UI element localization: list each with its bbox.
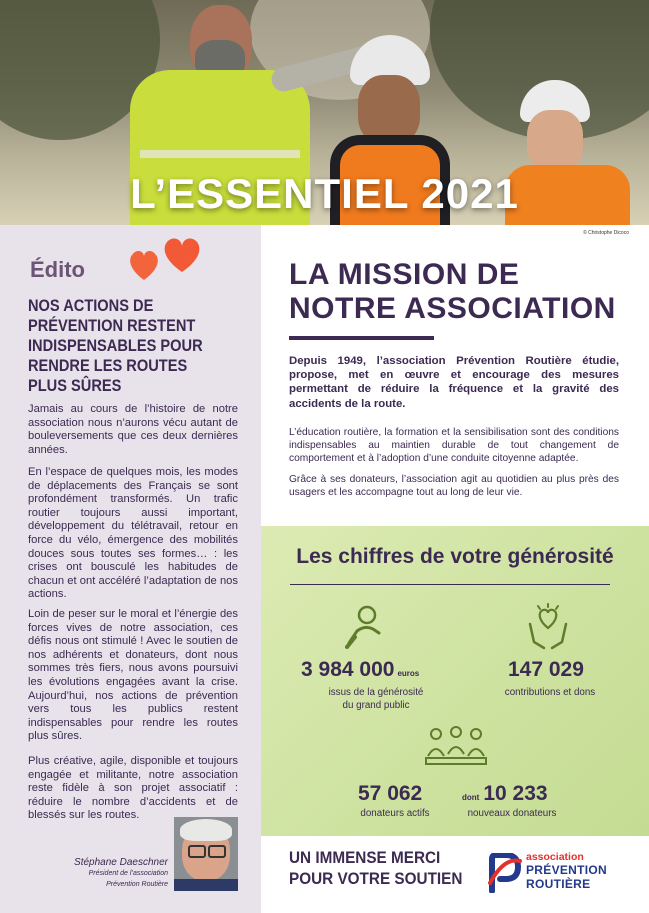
new-donors-stat — [462, 782, 548, 806]
funds-unit: euros — [397, 669, 420, 678]
funds-value: 3 984 000 — [301, 658, 395, 681]
people-group-icon — [424, 724, 488, 768]
mission-title-line2: NOTRE ASSOCIATION — [289, 292, 616, 325]
mission-paragraph-2: Grâce à ses donateurs, l’association agit au quotidien au plus près des usagers et les accompagne tout au long de leur vie. — [289, 474, 619, 498]
thanks-line2: POUR VOTRE SOUTIEN — [289, 869, 463, 888]
mission-title-line1: LA MISSION DE — [289, 258, 520, 291]
generosity-divider — [290, 584, 610, 585]
donors-label: donateurs actifs — [360, 808, 430, 819]
edito-heading: NOS ACTIONS DE PRÉVENTION RESTENT INDISPENSABLES POUR RENDRE LES ROUTES PLUS SÛRES — [28, 296, 203, 395]
logo-line2: PRÉVENTION — [526, 863, 608, 877]
contributions-value: 147 029 — [508, 658, 584, 681]
mission-title — [289, 258, 619, 326]
president-portrait — [174, 817, 238, 891]
funds-label-2: du grand public — [342, 700, 410, 711]
hand-coin-icon — [345, 603, 385, 649]
signature-name: Stéphane Daeschner — [74, 857, 168, 868]
funds-label-1: issus de la générosité — [328, 687, 424, 698]
signature-role-2: Prévention Routière — [106, 881, 168, 888]
logo-line1: association — [526, 851, 584, 863]
heart-hands-icon — [524, 602, 572, 652]
funds-label — [301, 686, 451, 712]
edito-paragraph-1: Jamais au cours de l’histoire de notre association nous n’aurons vécu autant de bouleversements que ces deux dernières années. — [28, 403, 238, 456]
new-donors-value: 10 233 — [483, 782, 548, 805]
edito-paragraph-4: Plus créative, agile, disponible et toujours engagée et militante, notre association reste fidèle à son projet associatif : réduire le nombre d’accidents et de blessés sur les routes. — [28, 755, 238, 822]
edito-paragraph-3: Loin de peser sur le moral et l’énergie des forces vives de notre association, ces défis nous ont stimulé ! Avec le soutien de nos adhérents et donateurs, dont nous sommes très fiers, nous avons poursuivi les évolutions engagées avant la crise. Aujourd’hui, nos actions de prévention vers tous les publics restent indispensables pour rendre les routes plus sûres. — [28, 608, 238, 743]
generosity-title: Les chiffres de votre générosité — [296, 545, 614, 568]
mission-lead: Depuis 1949, l’association Prévention Routière étudie, propose, met en œuvre et encourage des mesures permettant de réduire la fréquence et la gravité des accidents de la route. — [289, 355, 619, 410]
logo-p-icon — [486, 853, 522, 893]
signature — [28, 857, 168, 890]
mission-paragraph-1: L’éducation routière, la formation et la sensibilisation sont des conditions indispensables au maintien durable de tout changement de comportement et à l’adoption d’une conduite citoyenne adaptée. — [289, 427, 619, 464]
donors-value: 57 062 — [358, 782, 423, 805]
new-donors-prefix: dont — [462, 793, 480, 802]
thanks-message — [289, 847, 462, 889]
edito-label: Édito — [30, 257, 85, 282]
prevention-routiere-logo — [486, 851, 626, 896]
funds-stat — [301, 658, 419, 682]
page-title: L’ESSENTIEL 2021 — [130, 170, 519, 217]
hero-photo — [0, 0, 649, 225]
logo-line3: ROUTIÈRE — [526, 877, 591, 891]
contributions-label: contributions et dons — [504, 687, 596, 698]
new-donors-label: nouveaux donateurs — [467, 808, 557, 819]
thanks-line1: UN IMMENSE MERCI — [289, 848, 441, 867]
edito-paragraph-2: En l’espace de quelques mois, les modes de déplacements des Français se sont profondément transformés. Un trafic routier toujours aussi important, développement du télétravail, retour en force du vélo, émergence des mobilités douces sous toutes ses formes… : les crises ont bousculé les habitudes de chacun et ont accéléré l’adaptation de nos actions. — [28, 466, 238, 601]
signature-role-1: Président de l’association — [88, 870, 168, 877]
photo-credit: © Christophe Dicoco — [583, 230, 629, 236]
mission-divider — [289, 336, 434, 340]
hearts-icon — [126, 236, 206, 286]
